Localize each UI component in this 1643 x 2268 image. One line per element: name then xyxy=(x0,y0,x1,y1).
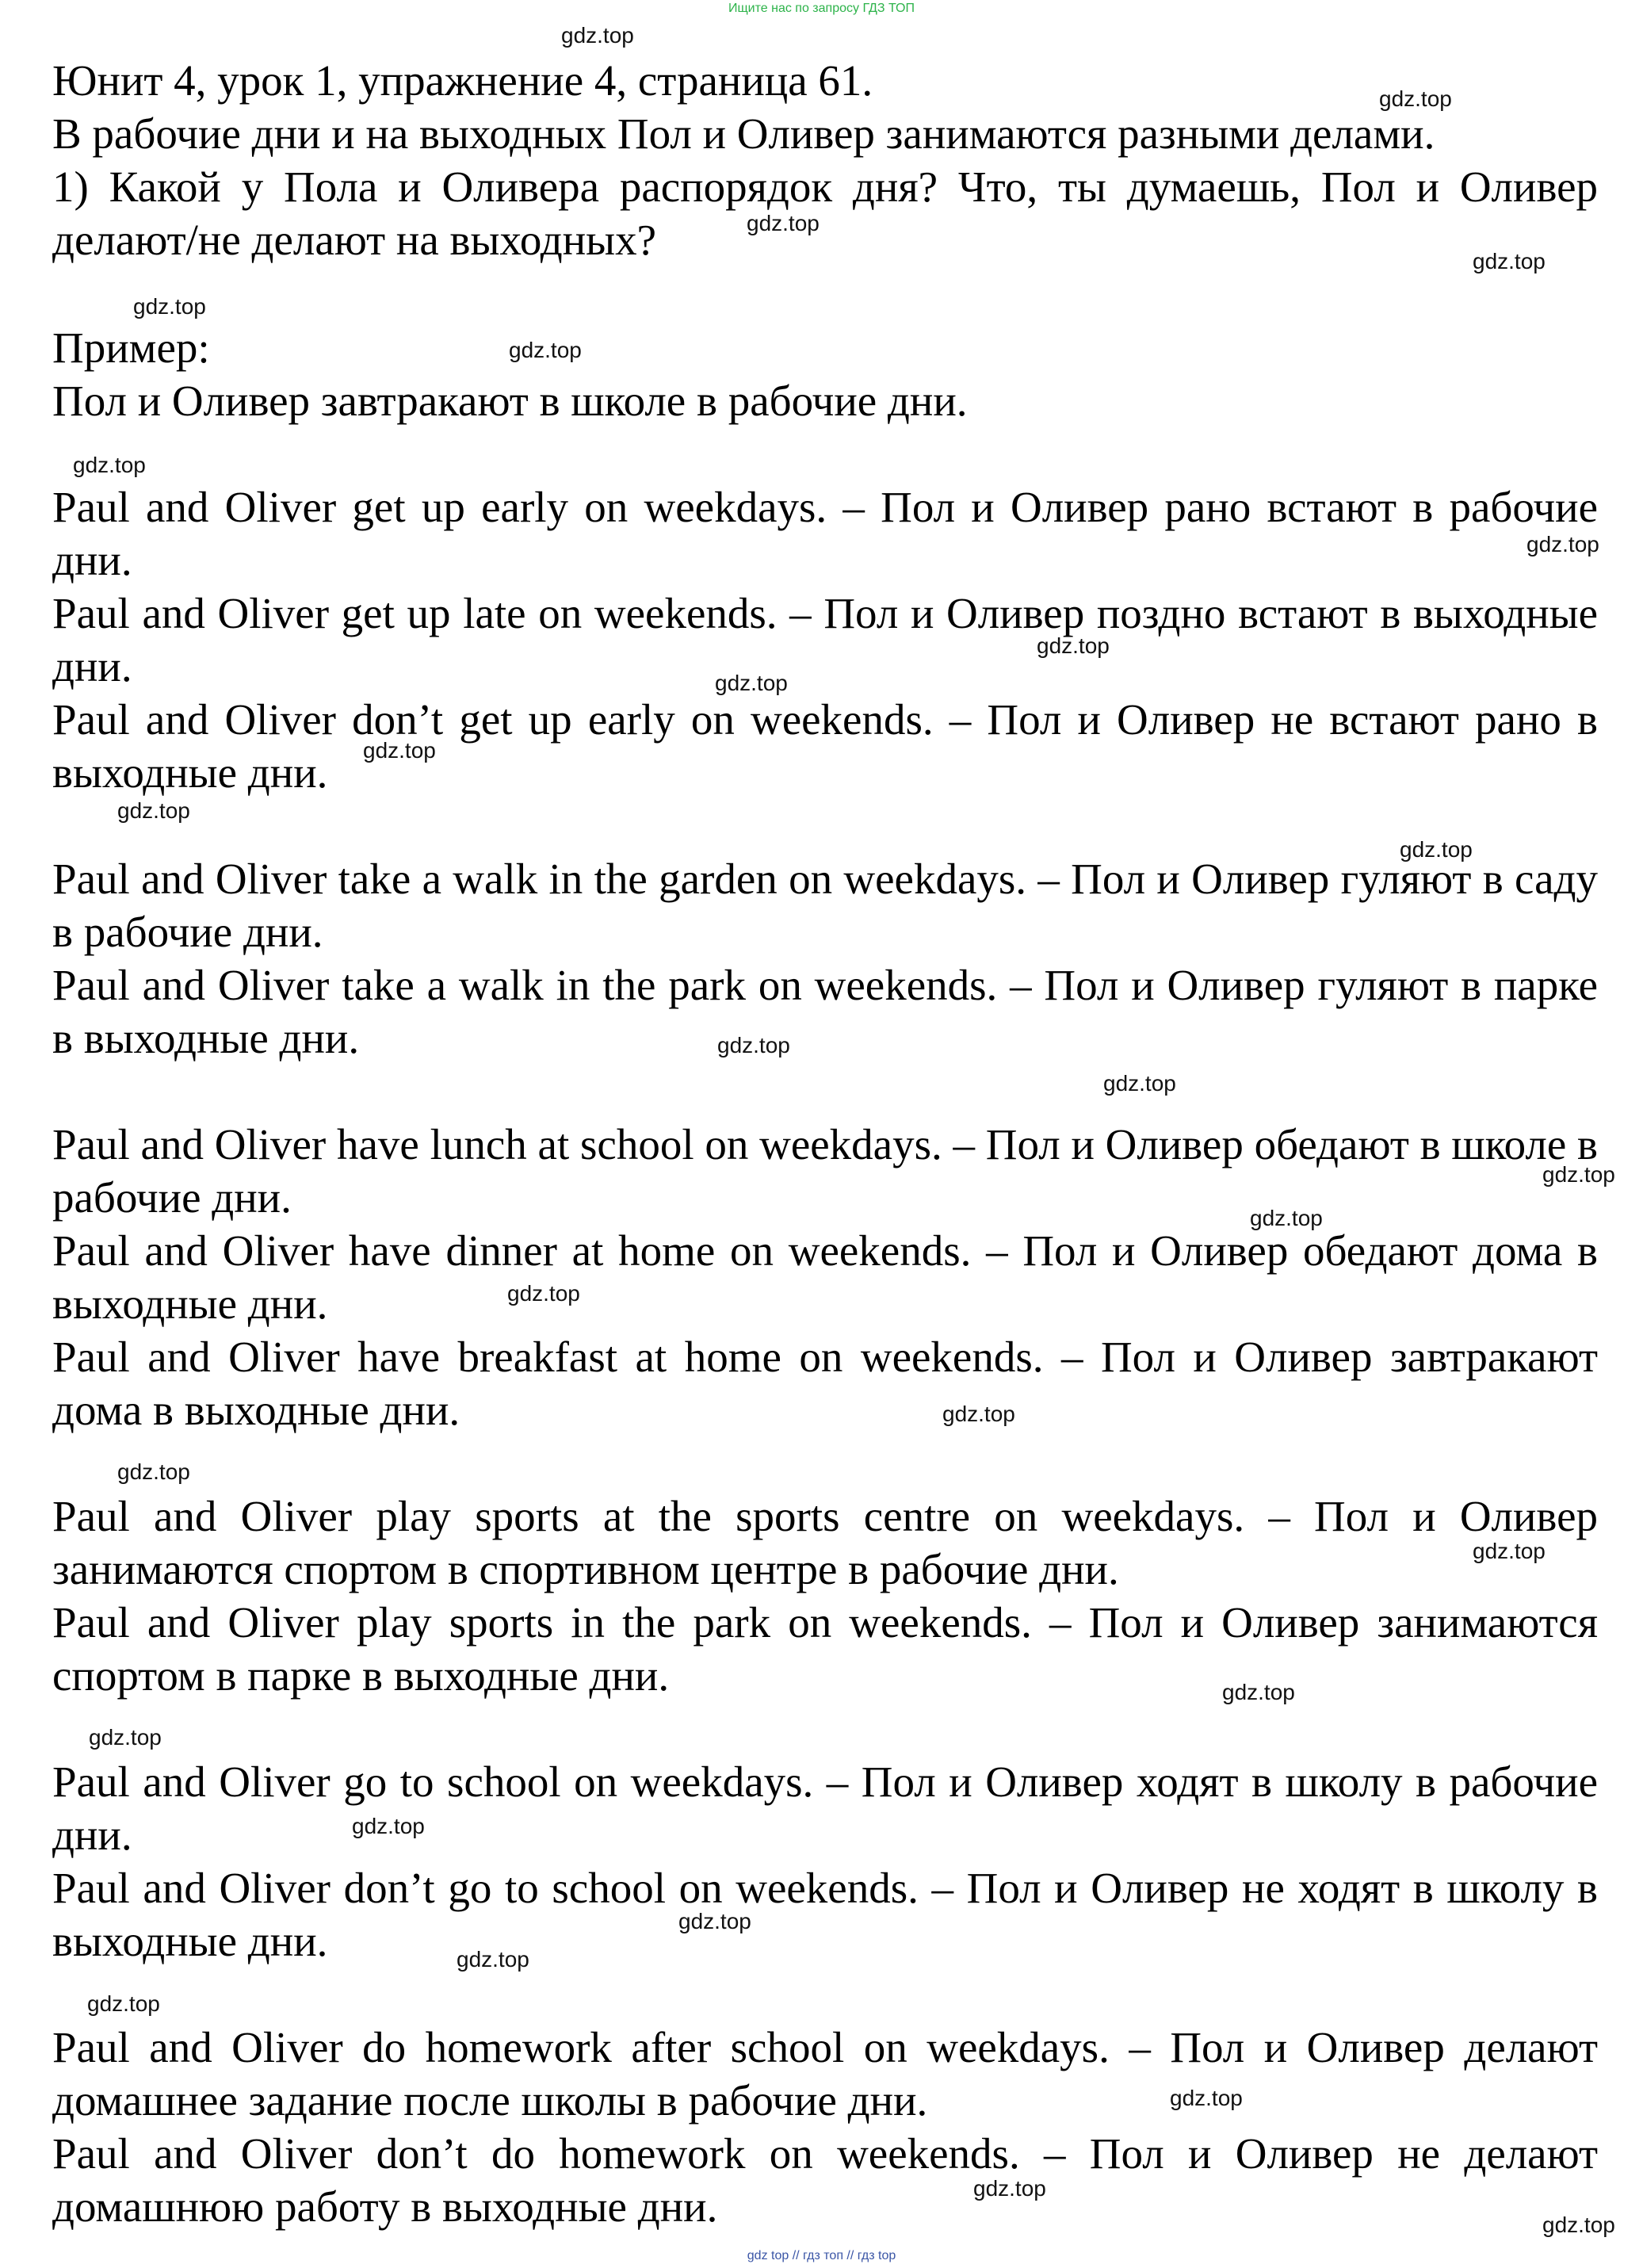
intro-text: В рабочие дни и на выходных Пол и Оливер занимаются разными делами. xyxy=(52,109,1435,158)
answer-line: Paul and Oliver have breakfast at home on weekends. – Пол и Оливер завтракают дома в выходные дни. xyxy=(52,1333,1598,1434)
watermark: gdz.top xyxy=(1037,633,1110,658)
watermark: gdz.top xyxy=(1526,532,1599,556)
watermark: gdz.top xyxy=(1473,249,1546,273)
watermark: gdz.top xyxy=(678,1909,751,1933)
watermark: gdz.top xyxy=(747,211,820,235)
watermark: gdz.top xyxy=(73,453,146,477)
example-text: Пол и Оливер завтракают в школе в рабочие дни. xyxy=(52,377,968,425)
watermark: gdz.top xyxy=(1542,2213,1615,2237)
watermark: gdz.top xyxy=(1250,1206,1323,1230)
watermark: gdz.top xyxy=(973,2176,1046,2201)
question-text: 1) Какой у Пола и Оливера распорядок дня? Что, ты думаешь, Пол и Оливер делают/не делают на выходных? xyxy=(52,163,1598,264)
answer-line: Paul and Oliver don’t go to school on weekends. – Пол и Оливер не ходят в школу в выходные дни. xyxy=(52,1864,1598,1965)
answer-line: Paul and Oliver take a walk in the park on weekends. – Пол и Оливер гуляют в парке в выходные дни. xyxy=(52,961,1598,1062)
watermark: gdz.top xyxy=(117,798,190,823)
answer-line: Paul and Oliver do homework after school on weekdays. – Пол и Оливер делают домашнее задание после школы в рабочие дни. xyxy=(52,2023,1598,2125)
answer-line: Paul and Oliver go to school on weekdays. – Пол и Оливер ходят в школу в рабочие дни. xyxy=(52,1757,1598,1859)
watermark: gdz.top xyxy=(1170,2086,1243,2110)
bottom-banner[interactable]: gdz top // гдз топ // гдз top xyxy=(747,2249,896,2262)
watermark: gdz.top xyxy=(89,1725,162,1750)
answer-line: Paul and Oliver play sports in the park on weekends. – Пол и Оливер занимаются спортом в парке в выходные дни. xyxy=(52,1598,1598,1700)
page-title: Юнит 4, урок 1, упражнение 4, страница 61. xyxy=(52,56,873,105)
answer-line: Paul and Oliver get up late on weekends. – Пол и Оливер поздно встают в выходные дни. xyxy=(52,589,1598,690)
watermark: gdz.top xyxy=(352,1814,425,1838)
watermark: gdz.top xyxy=(1542,1162,1615,1187)
watermark: gdz.top xyxy=(87,1991,160,2016)
watermark: gdz.top xyxy=(117,1459,190,1484)
watermark: gdz.top xyxy=(561,23,634,48)
watermark: gdz.top xyxy=(1400,837,1473,862)
watermark: gdz.top xyxy=(133,294,206,319)
example-label: Пример: xyxy=(52,323,210,372)
watermark: gdz.top xyxy=(1103,1071,1176,1096)
watermark: gdz.top xyxy=(1473,1539,1546,1563)
answer-line: Paul and Oliver play sports at the sports centre on weekdays. – Пол и Оливер занимаются спортом в спортивном центре в рабочие дни. xyxy=(52,1492,1598,1593)
watermark: gdz.top xyxy=(942,1402,1015,1426)
answer-line: Paul and Oliver don’t do homework on weekends. – Пол и Оливер не делают домашнюю работу в выходные дни. xyxy=(52,2129,1598,2231)
watermark: gdz.top xyxy=(717,1033,790,1058)
watermark: gdz.top xyxy=(1222,1680,1295,1704)
watermark: gdz.top xyxy=(457,1947,529,1972)
answer-line: Paul and Oliver don’t get up early on weekends. – Пол и Оливер не встают рано в выходные дни. xyxy=(52,695,1598,797)
top-banner[interactable]: Ищите нас по запросу ГДЗ ТОП xyxy=(728,2,915,15)
answer-line: Paul and Oliver have dinner at home on weekends. – Пол и Оливер обедают дома в выходные дни. xyxy=(52,1226,1598,1328)
watermark: gdz.top xyxy=(509,338,582,362)
answer-line: Paul and Oliver get up early on weekdays. – Пол и Оливер рано встают в рабочие дни. xyxy=(52,483,1598,584)
answer-line: Paul and Oliver have lunch at school on weekdays. – Пол и Оливер обедают в школе в рабочие дни. xyxy=(52,1120,1598,1222)
watermark: gdz.top xyxy=(507,1281,580,1306)
watermark: gdz.top xyxy=(1379,86,1452,111)
answer-line: Paul and Oliver take a walk in the garden on weekdays. – Пол и Оливер гуляют в саду в рабочие дни. xyxy=(52,855,1598,956)
watermark: gdz.top xyxy=(715,671,788,695)
watermark: gdz.top xyxy=(363,738,436,763)
